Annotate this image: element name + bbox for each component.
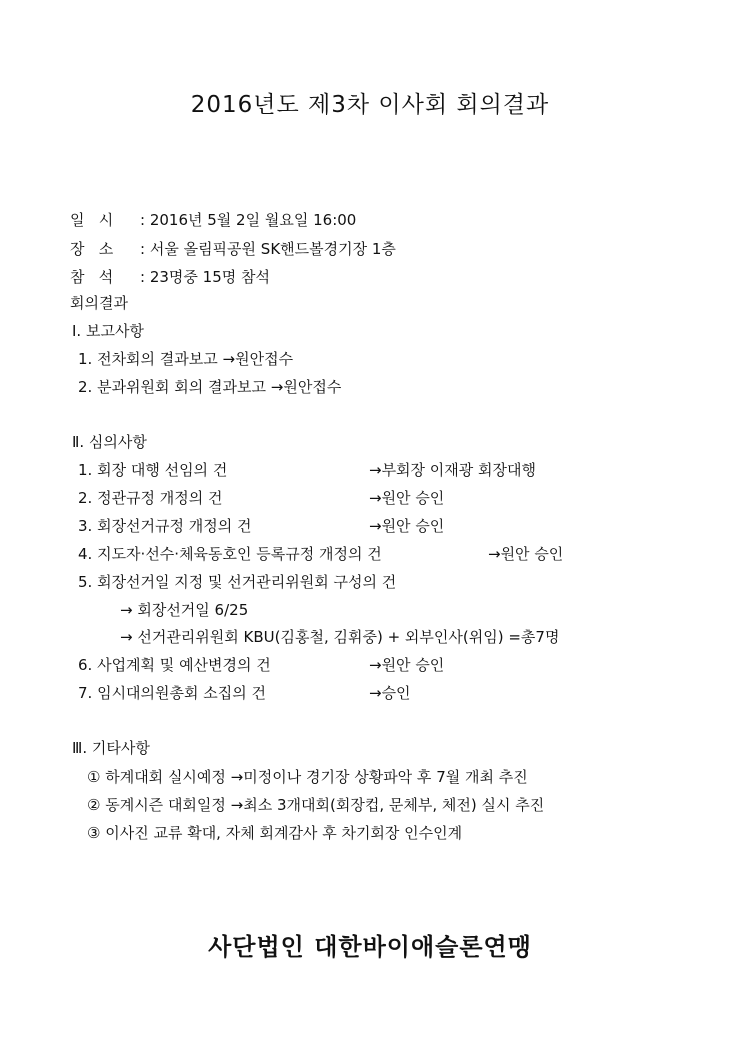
list-item-result: →원안 승인: [369, 517, 445, 535]
list-subitem: → 회장선거일 6/25: [120, 601, 249, 619]
list-item: 1. 회장 대행 선임의 건: [78, 461, 228, 479]
list-item: 7. 임시대의원총회 소집의 건: [78, 684, 267, 702]
list-item-result: →원안 승인: [488, 545, 564, 563]
results-heading: 회의결과: [70, 294, 128, 312]
colon: :: [140, 240, 150, 258]
section-2-heading: Ⅱ. 심의사항: [72, 433, 147, 451]
list-item: 1. 전차회의 결과보고 →원안접수: [78, 350, 294, 368]
list-subitem: → 선거관리위원회 KBU(김홍철, 김휘중) + 외부인사(위임) =총7명: [120, 628, 560, 646]
attend-label: 참 석: [70, 268, 114, 286]
list-item-result: →원안 승인: [369, 489, 445, 507]
info-date: [70, 210, 356, 230]
list-item: 2. 분과위원회 회의 결과보고 →원안접수: [78, 378, 342, 396]
list-item: 4. 지도자·선수·체육동호인 등록규정 개정의 건: [78, 545, 382, 563]
organization-name: 사단법인 대한바이애슬론연맹: [208, 933, 532, 961]
list-item: 6. 사업계획 및 예산변경의 건: [78, 656, 271, 674]
info-attendance: [70, 267, 270, 287]
place-value: 서울 올림픽공원 SK핸드볼경기장 1층: [149, 240, 396, 258]
list-item-result: →승인: [369, 684, 411, 702]
attend-value: 23명중 15명 참석: [149, 268, 270, 286]
list-item-result: →부회장 이재광 회장대행: [369, 461, 537, 479]
list-item: ② 동계시즌 대회일정 →최소 3개대회(회장컵, 문체부, 체전) 실시 추진: [87, 796, 545, 814]
list-item: ① 하계대회 실시예정 →미정이나 경기장 상황파악 후 7월 개최 추진: [87, 768, 528, 786]
list-item: 2. 정관규정 개정의 건: [78, 489, 223, 507]
list-item: 5. 회장선거일 지정 및 선거관리위원회 구성의 건: [78, 573, 397, 591]
date-value: 2016년 5월 2일 월요일 16:00: [149, 211, 357, 229]
info-place: [70, 239, 396, 259]
section-1-heading: Ⅰ. 보고사항: [72, 322, 144, 340]
list-item: ③ 이사진 교류 확대, 자체 회계감사 후 차기회장 인수인계: [87, 824, 463, 842]
place-label: 장 소: [70, 240, 114, 258]
colon: :: [140, 211, 150, 229]
colon: :: [140, 268, 150, 286]
date-label: 일 시: [70, 211, 114, 229]
document-title: 2016년도 제3차 이사회 회의결과: [190, 92, 550, 118]
section-3-heading: Ⅲ. 기타사항: [72, 739, 150, 757]
list-item-result: →원안 승인: [369, 656, 445, 674]
list-item: 3. 회장선거규정 개정의 건: [78, 517, 252, 535]
